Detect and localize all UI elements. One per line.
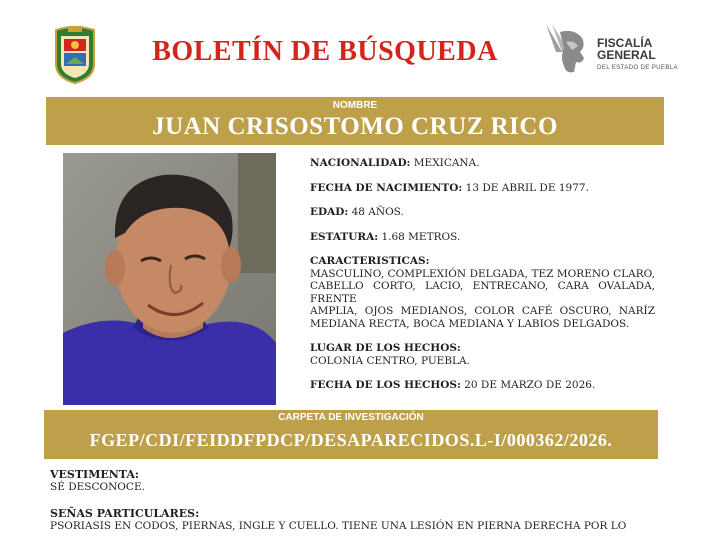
agency-name-line1: FISCALÍA (597, 36, 653, 50)
agency-name-line3: DEL ESTADO DE PUEBLA (597, 64, 678, 71)
field-edad (310, 206, 655, 219)
estatura-label: ESTATURA: (310, 230, 379, 243)
person-photo (63, 153, 276, 405)
lugar-hechos-label: LUGAR DE LOS HECHOS: (310, 342, 461, 354)
caracteristicas-line: MEDIANA RECTA, BOCA MEDIANA Y LABIOS DELGADOS. (310, 317, 630, 330)
additional-details (50, 468, 660, 533)
fecha-hechos-label: FECHA DE LOS HECHOS: (310, 379, 461, 391)
field-caracteristicas (310, 255, 655, 330)
nacionalidad-label: NACIONALIDAD: (310, 157, 411, 169)
lugar-hechos-value: COLONIA CENTRO, PUEBLA. (310, 354, 470, 367)
field-fecha-nacimiento (310, 182, 655, 195)
fecha-nacimiento-label: FECHA DE NACIMIENTO: (310, 181, 463, 194)
fecha-hechos-value: 20 DE MARZO DE 2026. (464, 379, 596, 391)
fiscalia-emblem-logo (542, 22, 592, 78)
agency-name-line2: GENERAL (597, 48, 656, 62)
person-details (310, 157, 655, 404)
name-band (46, 97, 664, 145)
vestimenta-label: VESTIMENTA: (50, 468, 139, 481)
fecha-nacimiento-value: 13 DE ABRIL DE 1977. (465, 181, 589, 194)
name-label: NOMBRE (332, 100, 378, 111)
caracteristicas-label: CARACTERISTICAS: (310, 255, 430, 267)
caracteristicas-line: MASCULINO, COMPLEXIÓN DELGADA, TEZ MORENO CLARO, (310, 267, 655, 280)
fiscalia-wordmark (597, 37, 678, 74)
estatura-value: 1.68 METROS. (381, 230, 461, 243)
field-estatura (310, 231, 655, 244)
vestimenta-value: SÉ DESCONOCE. (50, 481, 145, 493)
senas-value: PSORIASIS EN CODOS, PIERNAS, INGLE Y CUELLO. TIENE UNA LESIÓN EN PIERNA DERECHA POR LO (50, 520, 627, 532)
carpeta-band (44, 410, 658, 459)
field-fecha-hechos (310, 379, 655, 392)
missing-person-name: JUAN CRISOSTOMO CRUZ RICO (152, 113, 558, 140)
caracteristicas-line: CABELLO CORTO, LACIO, ENTRECANO, CARA OVALADA, FRENTE (310, 280, 655, 305)
edad-value: 48 AÑOS. (351, 206, 404, 218)
nacionalidad-value: MEXICANA. (413, 157, 480, 169)
field-lugar-hechos (310, 342, 655, 367)
senas-label: SEÑAS PARTICULARES: (50, 507, 200, 520)
edad-label: EDAD: (310, 206, 349, 218)
carpeta-label: CARPETA DE INVESTIGACIÓN (278, 412, 424, 423)
field-nacionalidad (310, 157, 655, 170)
page-title: BOLETÍN DE BÚSQUEDA (152, 36, 498, 67)
carpeta-number: FGEP/CDI/FEIDDFPDCP/DESAPARECIDOS.L-I/000362/2026. (89, 430, 613, 450)
caracteristicas-line: AMPLIA, OJOS MEDIANOS, COLOR CAFÉ OSCURO, NARÍZ (310, 305, 655, 317)
